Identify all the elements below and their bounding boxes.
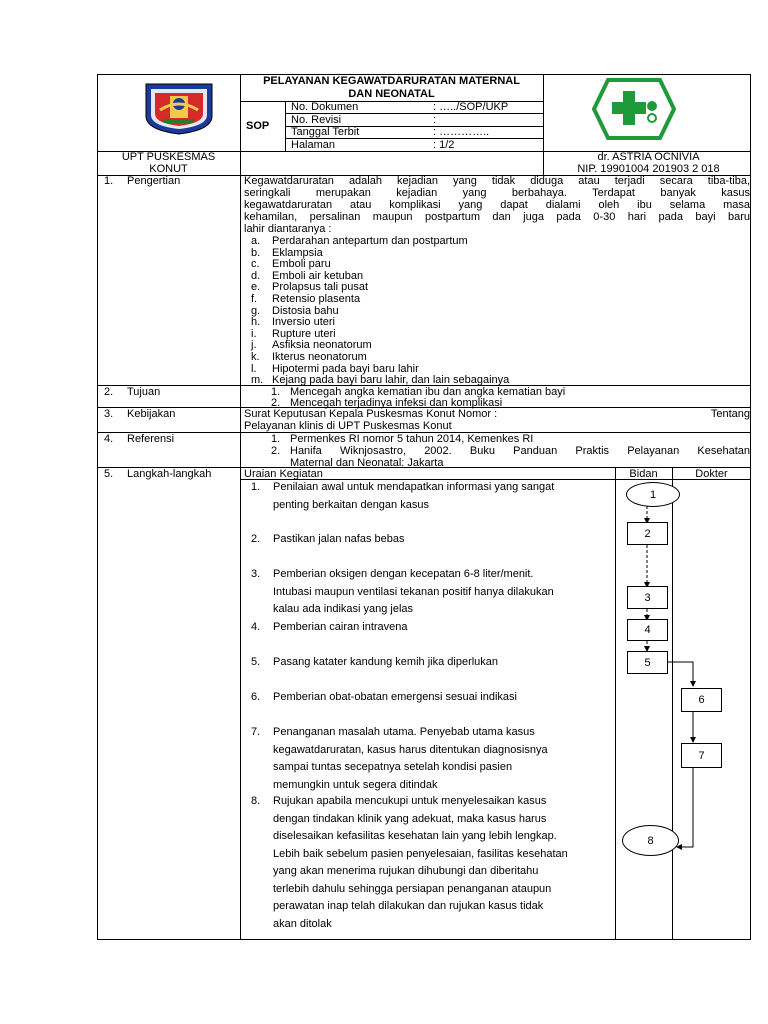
step-text-line: Pemberian obat-obatan emergensi sesuai indikasi [273,691,517,703]
step-text-line: Lebih baik sebelum pasien penyelesaian, fasilitas kesehatan [273,847,568,860]
document-title-line2: DAN NEONATAL [348,88,435,100]
section-number: 1. [104,175,114,187]
step-number: 1. [251,481,261,493]
tujuan-item-text: Mencegah terjadinya infeksi dan komplikasi [290,397,503,409]
section-number: 2. [104,386,114,398]
step-number: 2. [251,533,261,545]
definition-line: seringkali merupakan kejadian yang berbahaya. Terdapat banyak kasus [244,187,750,199]
condition-letter: f. [251,293,258,305]
sop-label: SOP [246,120,270,132]
dokter-column-divider [672,467,673,940]
section-number: 4. [104,433,114,445]
meta-value-no-revisi: : [433,114,437,126]
flowchart-node-box: 7 [681,743,722,768]
step-text-line: sampai tuntas secepatnya setelah kondisi pasien [273,761,513,773]
condition-letter: a. [251,235,261,247]
flowchart-node-box: 5 [627,651,668,674]
condition-item: Emboli air ketuban [272,269,364,282]
signer-name: dr. ASTRIA OCNIVIA [597,151,700,163]
step-number: 4. [251,621,261,633]
section-label-referensi: Referensi [127,433,175,445]
referensi-item-number: 1. [271,433,281,445]
definition-line: Kegawatdaruratan adalah kejadian yang tidak diduga atau terjadi secara tiba-tiba, [244,175,750,187]
column-header-dokter: Dokter [695,468,728,480]
flowchart-node-box: 4 [627,619,668,641]
step-text-line: Pastikan jalan nafas bebas [273,533,405,545]
condition-item: Inversio uteri [272,316,335,329]
condition-item: Asfiksia neonatorum [272,339,372,352]
step-text-line: akan ditolak [273,917,332,930]
tujuan-item-number: 2. [271,397,281,409]
step-text-line: terlebih dahulu sehingga persiapan penanganan ataupun [273,882,552,895]
step-text-line: penting berkaitan dengan kasus [273,498,429,511]
step-text-line: kegawatdaruratan, kasus harus ditentukan diagnosisnya [273,743,548,756]
section-label-tujuan: Tujuan [127,386,161,398]
meta-label-no-dokumen: No. Dokumen [291,101,359,113]
condition-item: Hipotermi pada bayi baru lahir [272,362,419,375]
meta-value-halaman: : 1/2 [433,139,455,151]
condition-item: Retensio plasenta [272,293,361,305]
step-number: 6. [251,691,261,703]
condition-letter: d. [251,269,261,282]
section-number: 3. [104,408,114,420]
flowchart-node-box: 6 [681,688,722,712]
step-number: 3. [251,568,261,580]
step-number: 5. [251,656,261,668]
org-name-line1: UPT PUSKESMAS [121,151,216,163]
condition-item: Perdarahan antepartum dan postpartum [272,235,468,247]
column-header-uraian: Uraian Kegiatan [244,468,323,480]
step-text-line: Pasang katater kandung kemih jika diperlukan [273,656,499,668]
puskesmas-logo-icon [592,78,676,140]
condition-letter: g. [251,304,261,317]
step-number: 7. [251,726,261,738]
condition-letter: h. [251,316,261,329]
referensi-item-text: Permenkes RI nomor 5 tahun 2014, Kemenkes RI [290,433,534,445]
condition-item: Rupture uteri [272,327,336,340]
column-header-bidan: Bidan [629,468,658,480]
condition-letter: b. [251,246,261,259]
step-text-line: kalau ada indikasi yang jelas [273,603,414,615]
column-divider-left [240,74,241,940]
condition-item: Prolapsus tali pusat [272,281,368,294]
condition-item: Emboli paru [272,258,331,271]
meta-label-halaman: Halaman [291,139,336,151]
regional-government-emblem-icon [142,80,216,136]
condition-letter: l. [251,362,257,375]
condition-letter: e. [251,281,261,294]
referensi-item-continuation: Maternal dan Neonatal: Jakarta [290,457,444,469]
kebijakan-line1: Surat Keputusan Kepala Puskesmas Konut Nomor : [244,408,498,420]
signer-nip: NIP. 19901004 201903 2 018 [577,163,720,175]
referensi-item-text: Hanifa Wiknjosastro, 2002. Buku Panduan Praktis Pelayanan Kesehatan [290,445,750,457]
meta-label-tanggal-terbit: Tanggal Terbit [291,126,360,138]
referensi-item-number: 2. [271,445,281,457]
step-text-line: Pemberian oksigen dengan kecepatan 6-8 liter/menit. [273,568,534,580]
meta-value-tanggal-terbit: : ………….. [433,126,490,138]
document-title-line1: PELAYANAN KEGAWATDARURATAN MATERNAL [263,75,520,87]
step-text-line: Rujukan apabila mencukupi untuk menyelesaikan kasus [273,795,547,807]
kebijakan-line2: Pelayanan klinis di UPT Puskesmas Konut [244,420,452,432]
flowchart-node-start: 1 [626,482,680,507]
meta-label-no-revisi: No. Revisi [291,114,342,126]
step-text-line: Penanganan masalah utama. Penyebab utama kasus [273,726,535,738]
condition-item: Kejang pada bayi baru lahir, dan lain sebagainya [272,374,510,387]
kebijakan-line1-right: Tentang [710,408,750,420]
condition-letter: c. [251,258,260,271]
step-number: 8. [251,795,261,807]
section-label-langkah: Langkah-langkah [127,468,212,480]
condition-letter: k. [251,351,260,363]
tujuan-item-text: Mencegah angka kematian ibu dan angka kematian bayi [290,386,566,398]
section-label-kebijakan: Kebijakan [127,408,176,420]
step-text-line: dengan tindakan klinik yang adekuat, maka kasus harus [273,812,547,825]
step-text-line: perawatan inap telah dilakukan dan rujukan kasus tidak [273,900,544,912]
step-text-line: Pemberian cairan intravena [273,621,408,633]
section-label-pengertian: Pengertian [127,175,181,187]
tujuan-item-number: 1. [271,386,281,398]
flowchart-node-box: 3 [627,586,668,609]
condition-letter: j. [251,339,257,352]
step-text-line: diselesaikan kefasilitas kesehatan lain yang lebih lengkap. [273,830,557,842]
condition-letter: m. [251,374,264,387]
step-text-line: yang akan menerima rujukan dihubungi dan diberitahu [273,865,539,877]
condition-letter: i. [251,327,257,340]
step-text-line: Penilaian awal untuk mendapatkan informasi yang sangat [273,481,555,493]
definition-line: kehamilan, persalinan maupun postpartum dan juga pada 0-30 hari pada bayi baru [244,211,750,223]
flowchart-node-end: 8 [622,825,679,856]
step-text-line: memungkin untuk segera ditindak [273,778,438,791]
flowchart-node-box: 2 [627,522,668,545]
bidan-column-divider [615,467,616,940]
condition-item: Distosia bahu [272,304,339,317]
step-text-line: Intubasi maupun ventilasi tekanan positif hanya dilakukan [273,585,554,598]
condition-item: Eklampsia [272,246,323,259]
header-divider-right [543,74,544,175]
definition-line: kegawatdaruratan atau komplikasi yang dapat dialami oleh ibu selama masa [244,199,750,211]
section-number: 5. [104,468,114,480]
definition-line-last: lahir diantaranya : [244,223,332,235]
meta-value-no-dokumen: : …../SOP/UKP [433,101,509,113]
org-name-line2: KONUT [149,163,188,175]
condition-item: Ikterus neonatorum [272,351,367,363]
